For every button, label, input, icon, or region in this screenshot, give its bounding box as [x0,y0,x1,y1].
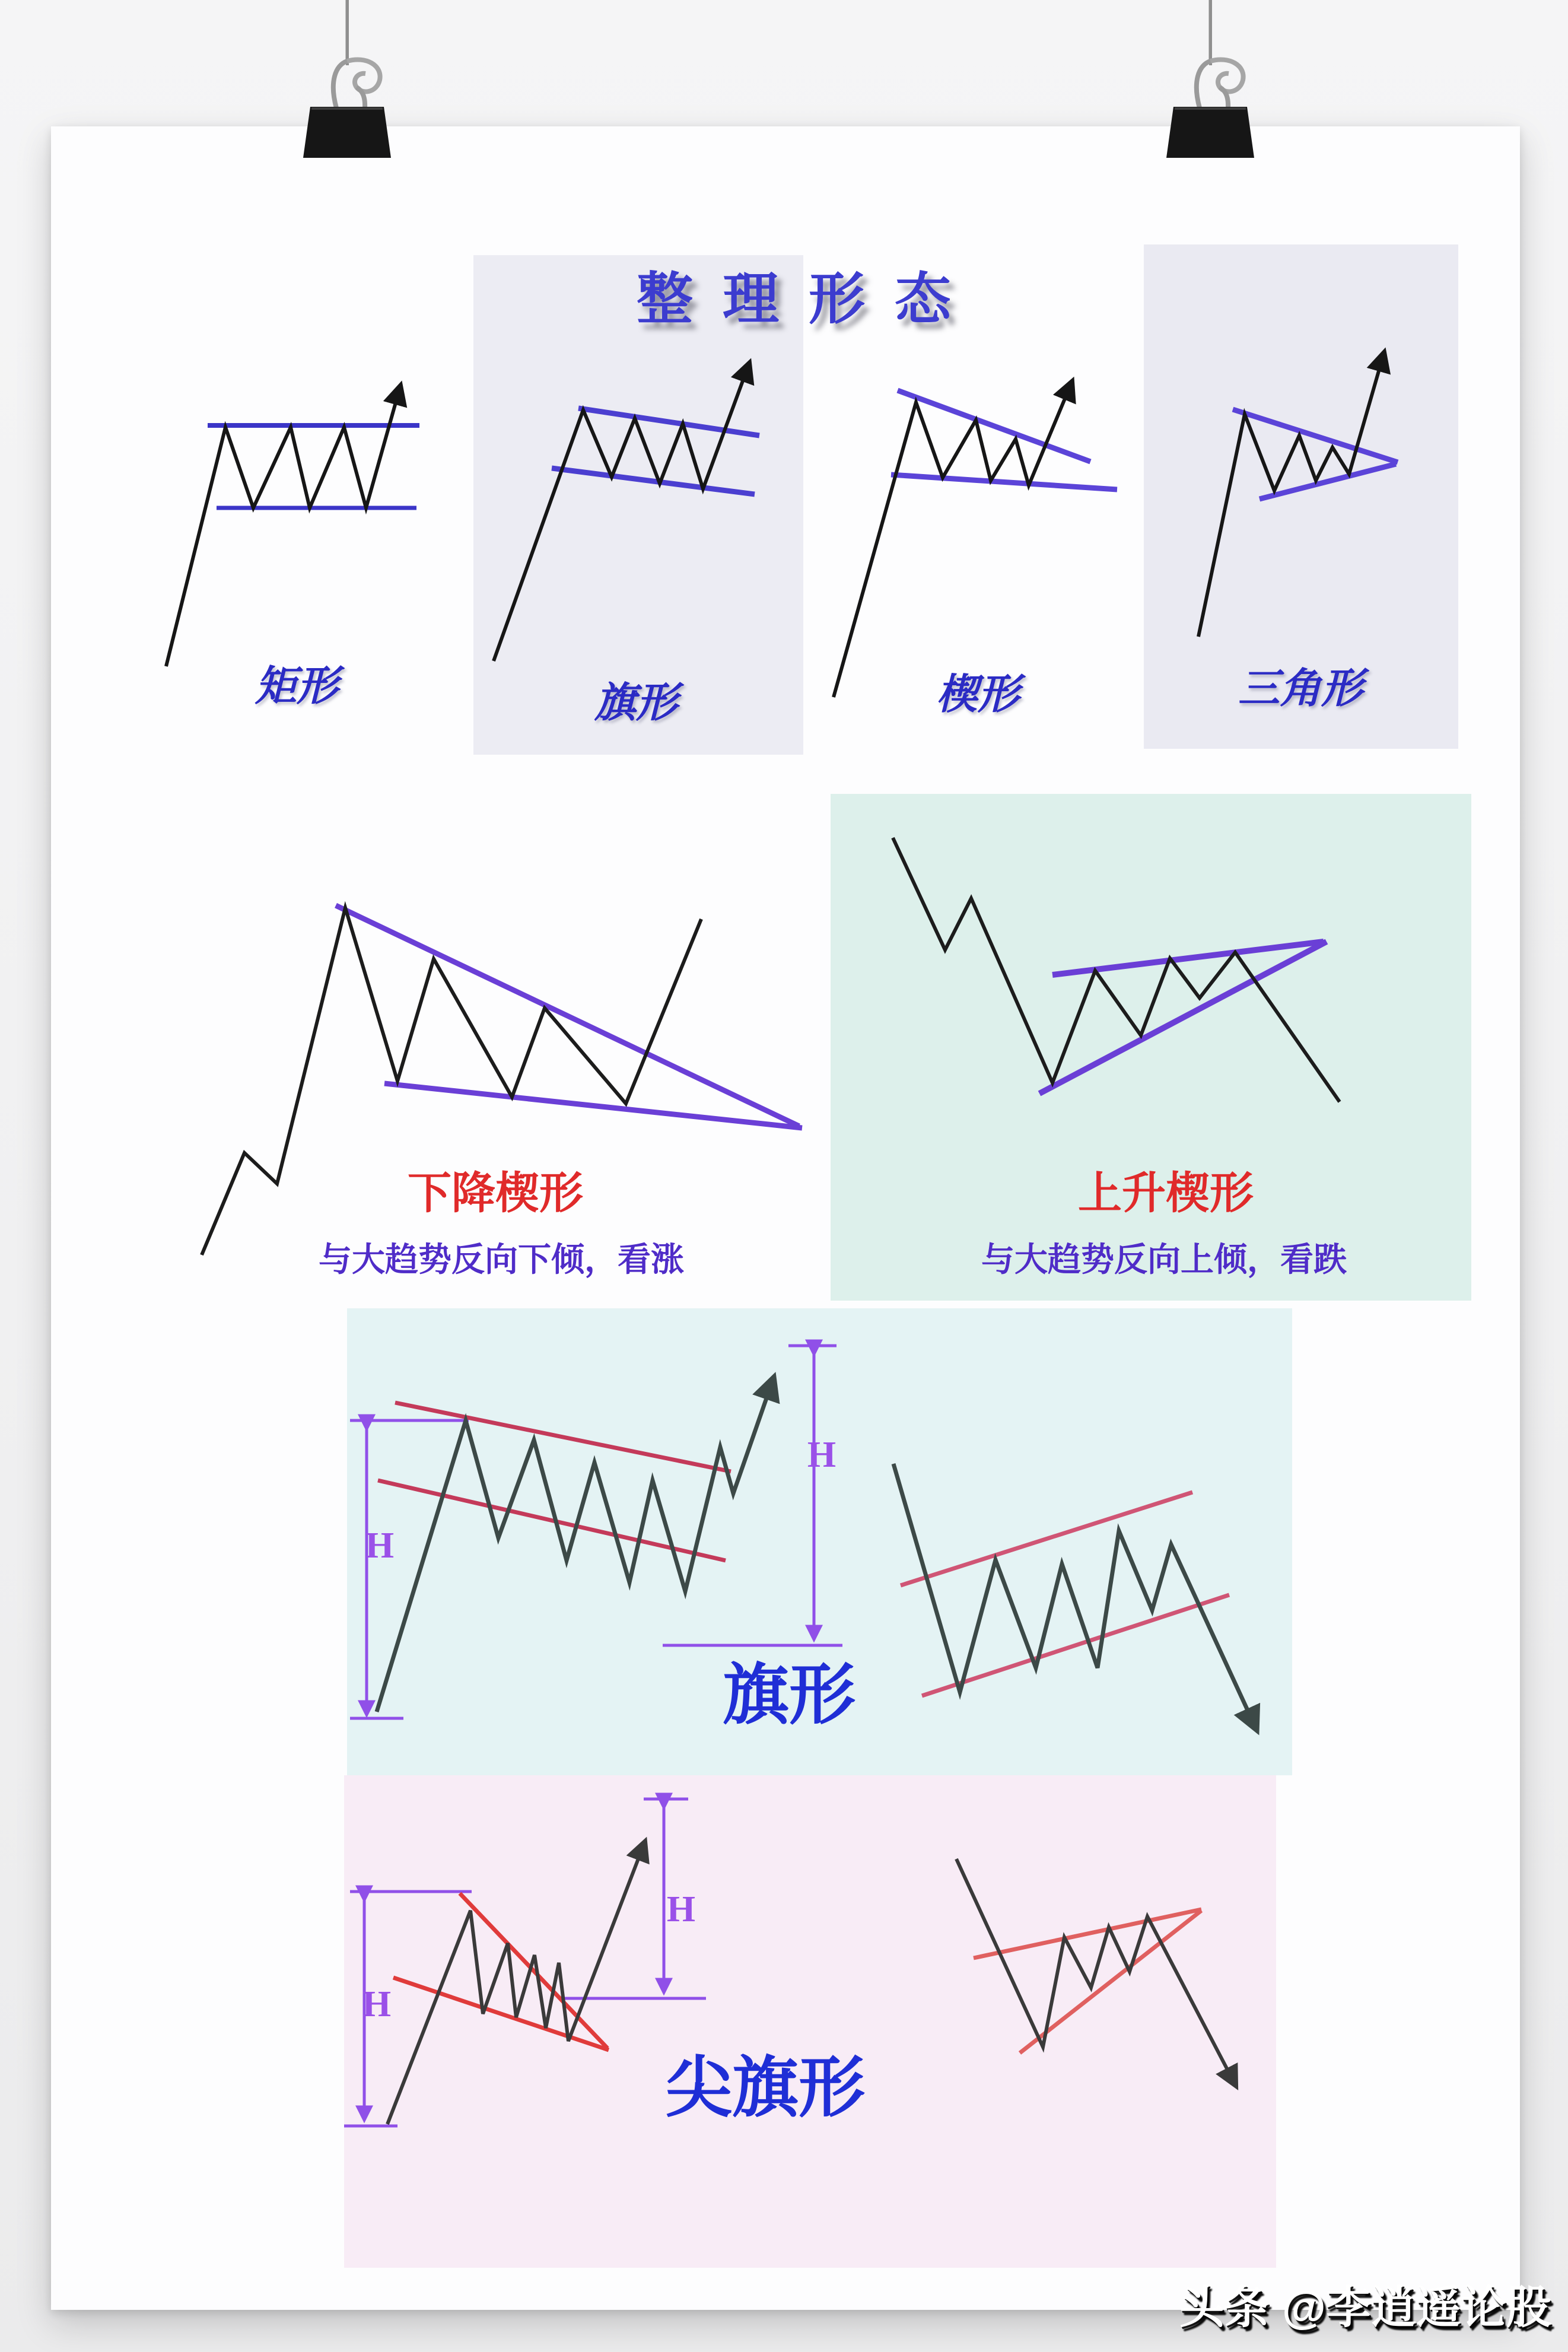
poster-title: 整理形态 [636,268,981,331]
rectangle-pattern-diagram [136,332,427,670]
wedge-pattern-diagram [825,356,1127,712]
pennant-height-label-right: H [666,1889,696,1930]
flag-pattern-diagram [481,344,777,676]
pennant-height-label-left: H [362,1984,392,2024]
flag-section-label: 旗形 [723,1659,855,1733]
pattern-label-triangle: 三角形 [1238,666,1363,712]
falling-wedge-caption: 与大趋势反向下倾，看涨 [319,1242,684,1279]
triangle-pattern-diagram [1181,320,1465,653]
rising-wedge-title: 上升楔形 [1078,1169,1254,1218]
bear-pennant-diagram [949,1827,1281,2112]
bear-flag-diagram [878,1424,1293,1756]
pattern-label-wedge: 楔形 [936,672,1019,718]
pattern-label-flag: 旗形 [594,681,678,726]
pattern-label-rectangle: 矩形 [255,664,338,710]
watermark-text: 头条 @李逍遥论股 [1179,2283,1551,2333]
rising-wedge-caption: 与大趋势反向上倾，看跌 [981,1242,1347,1279]
flag-height-label-right: H [807,1435,837,1475]
falling-wedge-title: 下降楔形 [408,1169,583,1218]
rising-wedge-diagram [842,801,1471,1216]
flag-height-label-left: H [365,1525,395,1566]
pennant-section-label: 尖旗形 [666,2052,865,2125]
binder-clip-icon [276,0,418,166]
binder-clip-icon [1139,0,1281,166]
